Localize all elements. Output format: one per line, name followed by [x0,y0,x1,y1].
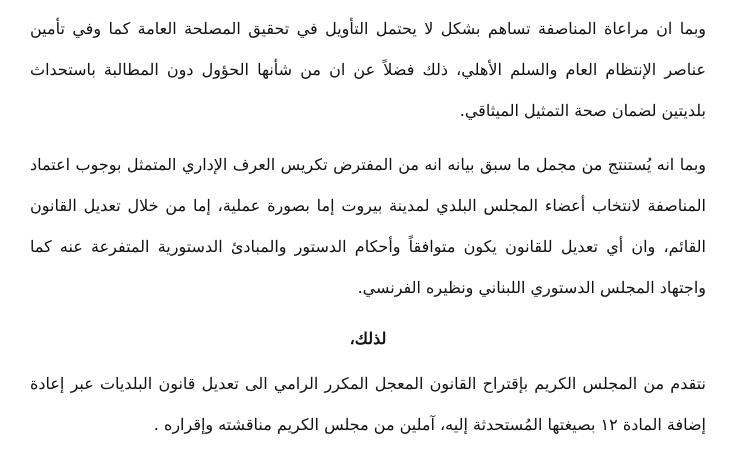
section-heading: لذلك، [349,329,387,348]
paragraph-first: وبما ان مراعاة المناصفة تساهم بشكل لا يحتمل التأويل في تحقيق المصلحة العامة كما وفي تأمين عناصر الإنتظام العام والسلم الأهلي، ذلك فضلاً عن ان من شأنها الحؤول دون المطالبة باستحداث بلديتين لضمان صحة التمثيل الميثاقي. [30,19,707,120]
paragraph-second: وبما انه يُستنتج من مجمل ما سبق بيانه انه من المفترض تكريس العرف الإداري المتمثل بوجوب اعتماد المناصفة لانتخاب أعضاء المجلس البلدي لمدينة بيروت إما بصورة عملية، إما من خلال تعديل القانون القائم، وان أي تعديل للقانون يكون متوافقاً وأحكام الدستور والمبادئ الدستورية المتفرعة عنه كما واجتهاد المجلس الدستوري اللبناني ونظيره الفرنسي. [30,155,706,297]
paragraph-third: نتقدم من المجلس الكريم بإقتراح القانون المعجل المكرر الرامي الى تعديل قانون البلديات عبر إعادة إضافة المادة ١٢ بصيغتها المُستحدثة إليه، آملين من مجلس الكريم مناقشته وإقراره . [30,374,706,434]
